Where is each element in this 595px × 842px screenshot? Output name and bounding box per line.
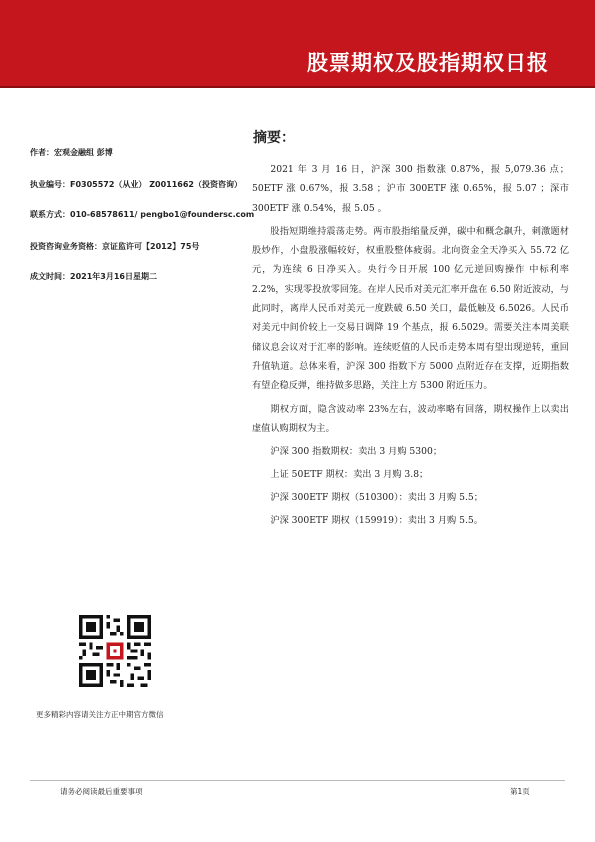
report-title: 股票期权及股指期权日报 [307, 51, 549, 75]
author-label: 作者： [30, 148, 54, 157]
abstract-title: 摘要： [253, 130, 295, 146]
abstract-body [252, 160, 569, 533]
operation-item: 沪深 300ETF 期权（510300）：卖出 3 月购 5.5； [270, 491, 483, 503]
license-value: F0305572（从业） Z0011662（投资咨询） [70, 180, 242, 189]
abstract-paragraph: 期权方面，隐含波动率 23%左右，波动率略有回落，期权操作上以卖出虚值认购期权为主。 [252, 403, 569, 434]
date-label: 成文时间： [30, 272, 70, 281]
license-label: 执业编号： [30, 180, 70, 189]
qualification-row [30, 241, 199, 253]
contact-label: 联系方式： [30, 210, 70, 219]
qualification-value: 京证监许可【2012】75号 [102, 242, 200, 251]
author-value: 宏观金融组 彭博 [54, 148, 113, 157]
operation-item: 沪深 300 指数期权：卖出 3 月购 5300； [270, 446, 443, 458]
date-row [30, 271, 157, 283]
header-divider [0, 86, 595, 88]
contact-value[interactable]: 010-68578611/ pengbo1@foundersc.com [70, 210, 255, 219]
license-row [30, 179, 242, 191]
abstract-paragraph: 股指短期维持震荡走势。两市股指缩量反弹，碳中和概念飙升，刺激题材股炒作，小盘股涨幅较好，权重股整体疲弱。北向资金全天净买入 55.72 亿元，为连续 6 日净买入。央行今日开展 100 亿元逆回购操作 中标利率 2.2%，实现零投放零回笼。在岸人民币对美元汇率开盘在 6.50 附近波动，与此同时，离岸人民币对美元一度跌破 6.50 关口，最低触及 6.5026。人民币对美元中间价较上一交易日调降 19 个基点，报 6.5029。需要关注本周美联储议息会议对于汇率的影响。连续贬值的人民币走势本周有望出现逆转，重回升值轨道。总体来看，沪深 300 指数下方 5000 点附近存在支撑，近期指数有望企稳反弹，维持做多思路，关注上方 5300 附近压力。 [252, 225, 569, 392]
footer-divider [30, 780, 565, 781]
page-number: 第1页 [510, 787, 530, 796]
date-value: 2021年3月16日星期二 [70, 272, 157, 281]
qr-caption: 更多精彩内容请关注方正中期官方微信 [36, 710, 164, 719]
header-banner [0, 0, 595, 86]
operation-item: 上证 50ETF 期权：卖出 3 月购 3.8； [270, 468, 429, 480]
qualification-label: 投资咨询业务资格： [30, 242, 102, 251]
contact-row [30, 209, 254, 221]
author-row [30, 147, 113, 159]
operation-item: 沪深 300ETF 期权（159919）：卖出 3 月购 5.5。 [270, 514, 483, 526]
qr-code-icon[interactable] [79, 615, 151, 687]
abstract-paragraph: 2021 年 3 月 16 日，沪深 300 指数涨 0.87%，报 5,079.36 点；50ETF 涨 0.67%，报 3.58 ；沪市 300ETF 涨 0.65%，报 5.07 ；深市 300ETF 涨 0.54%，报 5.05 。 [252, 164, 569, 214]
footer-disclaimer: 请务必阅读最后重要事项 [60, 787, 143, 796]
